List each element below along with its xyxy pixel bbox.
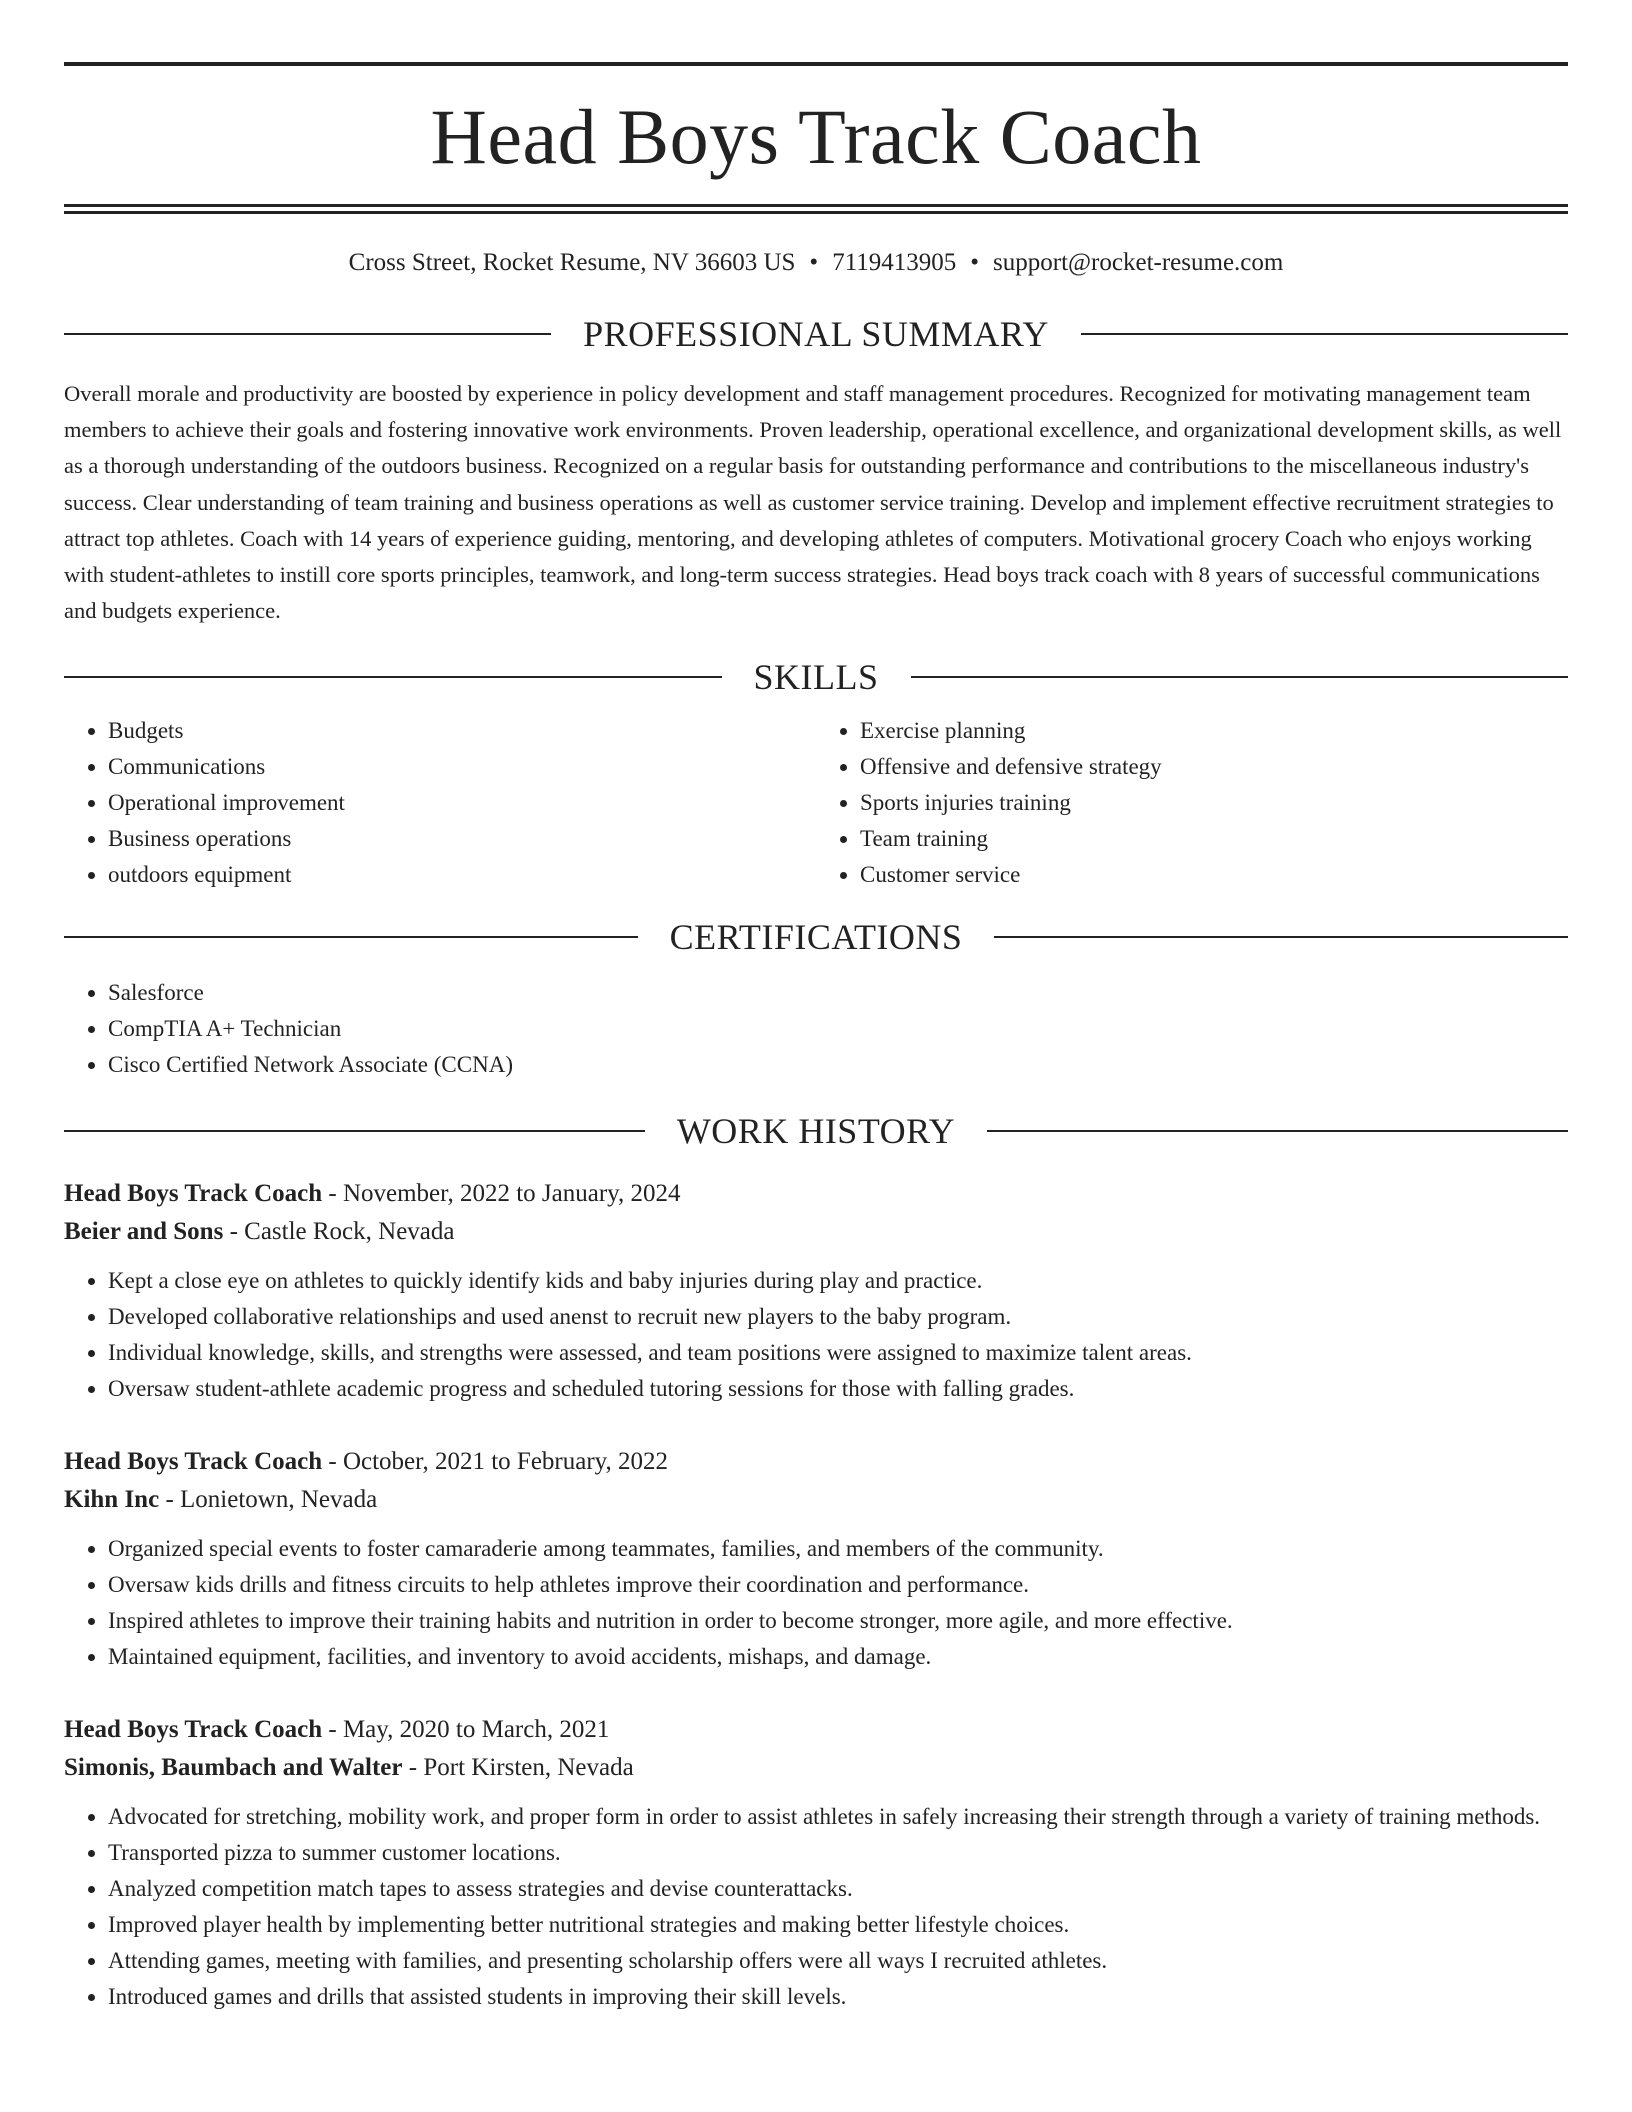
job-bullet: • Oversaw student-athlete academic progress and scheduled tutoring sessions for those with falling grades.: [108, 1371, 1568, 1407]
skills-column-right: [816, 713, 1568, 893]
skill-item: • Sports injuries training: [860, 785, 1568, 821]
job-entry: [64, 1443, 1568, 1675]
section-title: PROFESSIONAL SUMMARY: [583, 314, 1049, 354]
contact-separator: •: [809, 249, 819, 276]
section-heading-certifications: [64, 917, 1568, 958]
section-heading-work-history: [64, 1111, 1568, 1152]
job-bullet: • Developed collaborative relationships and used anenst to recruit new players to the baby program.: [108, 1299, 1568, 1335]
job-bullet: • Individual knowledge, skills, and strengths were assessed, and team positions were assigned to maximize talent areas.: [108, 1335, 1568, 1371]
skill-item: • Offensive and defensive strategy: [860, 749, 1568, 785]
job-location: Lonietown, Nevada: [180, 1486, 378, 1514]
skills-column-left: [64, 713, 816, 893]
job-bullets: [64, 1799, 1568, 2015]
job-bullet: • Introduced games and drills that assisted students in improving their skill levels.: [108, 1979, 1568, 2015]
job-bullet: • Organized special events to foster camaraderie among teammates, families, and members of the community.: [108, 1531, 1568, 1567]
section-title: WORK HISTORY: [676, 1111, 956, 1152]
skill-item: • outdoors equipment: [108, 857, 816, 893]
job-company: Beier and Sons: [64, 1218, 224, 1246]
certification-item: • Salesforce: [108, 975, 1568, 1011]
certifications-list: [64, 975, 1568, 1083]
job-entry: [64, 1175, 1568, 1407]
heading-rule: [1081, 333, 1568, 335]
contact-separator: •: [970, 249, 980, 276]
job-title: Head Boys Track Coach: [64, 1448, 323, 1476]
header-top-rule: [64, 62, 1568, 66]
job-title-line: Head Boys Track Coach - October, 2021 to February, 2022: [64, 1448, 669, 1476]
heading-rule: [911, 676, 1569, 678]
job-bullet: • Kept a close eye on athletes to quickly identify kids and baby injuries during play and practice.: [108, 1263, 1568, 1299]
section-title: SKILLS: [753, 657, 879, 698]
job-bullet: • Oversaw kids drills and fitness circuits to help athletes improve their coordination and performance.: [108, 1567, 1568, 1603]
certification-item: • Cisco Certified Network Associate (CCNA): [108, 1047, 1568, 1083]
job-company: Simonis, Baumbach and Walter: [64, 1754, 403, 1782]
job-title: Head Boys Track Coach: [64, 1716, 323, 1744]
job-bullet: • Improved player health by implementing better nutritional strategies and making better lifestyle choices.: [108, 1907, 1568, 1943]
skill-item: • Team training: [860, 821, 1568, 857]
resume-name: Head Boys Track Coach: [430, 93, 1202, 180]
job-company-line: Simonis, Baumbach and Walter - Port Kirsten, Nevada: [64, 1754, 634, 1782]
job-bullet: • Transported pizza to summer customer locations.: [108, 1835, 1568, 1871]
job-bullet: • Attending games, meeting with families, and presenting scholarship offers were all ways I recruited athletes.: [108, 1943, 1568, 1979]
skill-item: • Operational improvement: [108, 785, 816, 821]
heading-rule: [64, 676, 722, 678]
job-bullet: • Maintained equipment, facilities, and inventory to avoid accidents, mishaps, and damage.: [108, 1639, 1568, 1675]
job-bullet: • Advocated for stretching, mobility work, and proper form in order to assist athletes in safely increasing their strength through a variety of training methods.: [108, 1799, 1568, 1835]
skill-item: • Business operations: [108, 821, 816, 857]
skill-item: • Customer service: [860, 857, 1568, 893]
job-dates: October, 2021 to February, 2022: [342, 1448, 669, 1476]
section-heading-skills: [64, 657, 1568, 698]
contact-address: Cross Street, Rocket Resume, NV 36603 US: [348, 249, 796, 276]
job-bullets: [64, 1263, 1568, 1407]
job-entry: [64, 1711, 1568, 2015]
job-bullet: • Inspired athletes to improve their training habits and nutrition in order to become stronger, more agile, and more effective.: [108, 1603, 1568, 1639]
job-dates: November, 2022 to January, 2024: [342, 1180, 681, 1208]
contact-email: support@rocket-resume.com: [993, 249, 1284, 276]
heading-rule: [64, 936, 638, 938]
contact-line: [64, 248, 1568, 278]
job-company-line: Kihn Inc - Lonietown, Nevada: [64, 1486, 378, 1514]
job-title-line: Head Boys Track Coach - November, 2022 to January, 2024: [64, 1180, 681, 1208]
section-heading-summary: [64, 316, 1568, 352]
job-company: Kihn Inc: [64, 1486, 160, 1514]
job-company-line: Beier and Sons - Castle Rock, Nevada: [64, 1218, 455, 1246]
header-double-rule: [64, 204, 1568, 214]
skill-item: • Communications: [108, 749, 816, 785]
skills-list: [64, 713, 1568, 893]
job-dates: May, 2020 to March, 2021: [342, 1716, 610, 1744]
heading-rule: [64, 1130, 645, 1132]
job-title: Head Boys Track Coach: [64, 1180, 323, 1208]
skill-item: • Exercise planning: [860, 713, 1568, 749]
job-bullet: • Analyzed competition match tapes to assess strategies and devise counterattacks.: [108, 1871, 1568, 1907]
section-title: CERTIFICATIONS: [669, 917, 963, 958]
skill-item: • Budgets: [108, 713, 816, 749]
job-location: Port Kirsten, Nevada: [423, 1754, 634, 1782]
job-title-line: Head Boys Track Coach - May, 2020 to March, 2021: [64, 1716, 610, 1744]
job-bullets: [64, 1531, 1568, 1675]
contact-phone: 7119413905: [832, 249, 957, 276]
heading-rule: [994, 936, 1568, 938]
heading-rule: [64, 333, 551, 335]
certification-item: • CompTIA A+ Technician: [108, 1011, 1568, 1047]
summary-paragraph: Overall morale and productivity are boosted by experience in policy development and staff management procedures. Recognized for motivating management team members to achieve their goals and fostering innovative work environments. Proven leadership, operational excellence, and organizational development skills, as well as a thorough understanding of the outdoors business. Recognized on a regular basis for outstanding performance and contributions to the miscellaneous industry's success. Clear understanding of team training and business operations as well as customer service training. Develop and implement effective recruitment strategies to attract top athletes. Coach with 14 years of experience guiding, mentoring, and developing athletes of computers. Motivational grocery Coach who enjoys working with student-athletes to instill core sports principles, teamwork, and long-term success strategies. Head boys track coach with 8 years of successful communications and budgets experience.: [64, 381, 1562, 624]
job-location: Castle Rock, Nevada: [244, 1218, 455, 1246]
heading-rule: [987, 1130, 1568, 1132]
